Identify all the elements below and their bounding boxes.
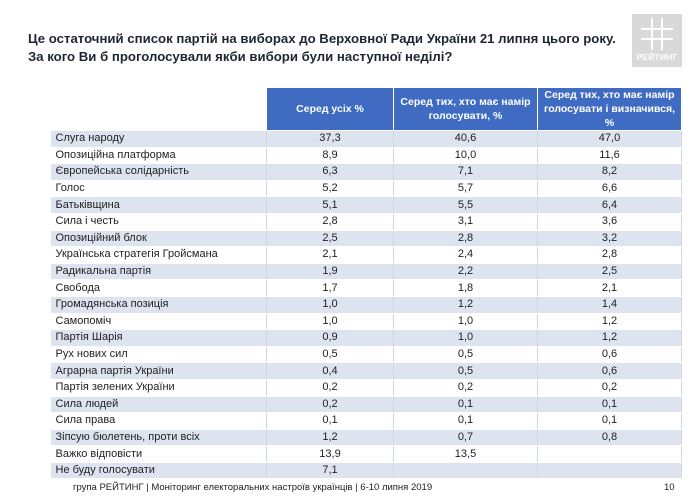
title-line-2: За кого Ви б проголосували якби вибори були наступної неділі? [28, 49, 453, 64]
value-cell: 0,2 [538, 379, 682, 396]
table-row [51, 296, 682, 313]
value-cell: 1,0 [394, 330, 538, 347]
party-name-cell: Слуга народу [51, 131, 267, 148]
party-name-cell: Сила людей [51, 396, 267, 413]
party-name-cell: Свобода [51, 280, 267, 297]
value-cell: 8,2 [538, 164, 682, 181]
value-cell: 2,1 [538, 280, 682, 297]
value-cell: 1,0 [267, 296, 394, 313]
value-cell: 5,2 [267, 180, 394, 197]
value-cell: 2,8 [267, 213, 394, 230]
logo-grid-icon [641, 18, 673, 50]
value-cell: 13,9 [267, 446, 394, 463]
value-cell: 37,3 [267, 131, 394, 148]
table-row [51, 180, 682, 197]
table-row [51, 197, 682, 214]
party-name-cell: Українська стратегія Гройсмана [51, 247, 267, 264]
value-cell: 7,1 [267, 462, 394, 479]
header-blank [51, 88, 267, 131]
value-cell: 1,4 [538, 296, 682, 313]
party-name-cell: Радикальна партія [51, 263, 267, 280]
value-cell: 1,2 [267, 429, 394, 446]
party-name-cell: Європейська солідарність [51, 164, 267, 181]
footer-source: група РЕЙТИНГ | Моніторинг електоральних настроїв українців | 6-10 липня 2019 [73, 482, 433, 493]
table-row [51, 446, 682, 463]
value-cell: 3,1 [394, 213, 538, 230]
value-cell [538, 462, 682, 479]
table-row [51, 313, 682, 330]
value-cell: 1,2 [538, 330, 682, 347]
party-name-cell: Самопоміч [51, 313, 267, 330]
party-name-cell: Громадянська позиція [51, 296, 267, 313]
table-row [51, 346, 682, 363]
value-cell: 7,1 [394, 164, 538, 181]
value-cell: 0,1 [267, 413, 394, 430]
value-cell: 0,1 [394, 396, 538, 413]
slide-title [28, 30, 618, 66]
value-cell [394, 462, 538, 479]
value-cell: 0,1 [538, 396, 682, 413]
party-name-cell: Рух нових сил [51, 346, 267, 363]
value-cell: 0,9 [267, 330, 394, 347]
value-cell: 10,0 [394, 147, 538, 164]
value-cell: 2,4 [394, 247, 538, 264]
table-body [51, 131, 682, 479]
table-row [51, 280, 682, 297]
table-row [51, 462, 682, 479]
party-name-cell: Партія зелених України [51, 379, 267, 396]
value-cell: 47,0 [538, 131, 682, 148]
rating-logo [632, 14, 682, 67]
poll-results-table [50, 87, 682, 479]
value-cell: 3,2 [538, 230, 682, 247]
value-cell: 6,6 [538, 180, 682, 197]
value-cell: 2,8 [538, 247, 682, 264]
page-number: 10 [664, 482, 675, 493]
value-cell: 0,1 [394, 413, 538, 430]
value-cell: 2,1 [267, 247, 394, 264]
value-cell: 1,7 [267, 280, 394, 297]
logo-text: РЕЙТИНГ [636, 52, 678, 62]
table-row [51, 330, 682, 347]
header-all: Серед усіх % [267, 88, 394, 131]
table-row [51, 147, 682, 164]
value-cell: 0,2 [394, 379, 538, 396]
value-cell: 2,5 [538, 263, 682, 280]
value-cell: 0,2 [267, 379, 394, 396]
header-decided: Серед тих, хто має намір голосувати і визначився, % [538, 88, 682, 131]
value-cell: 1,0 [394, 313, 538, 330]
party-name-cell: Батьківщина [51, 197, 267, 214]
value-cell: 0,8 [538, 429, 682, 446]
party-name-cell: Зіпсую бюлетень, проти всіх [51, 429, 267, 446]
value-cell: 0,5 [394, 363, 538, 380]
value-cell: 2,2 [394, 263, 538, 280]
table-row [51, 379, 682, 396]
value-cell: 40,6 [394, 131, 538, 148]
value-cell: 0,4 [267, 363, 394, 380]
party-name-cell: Важко відповісти [51, 446, 267, 463]
table-row [51, 131, 682, 148]
value-cell: 0,7 [394, 429, 538, 446]
value-cell: 0,5 [394, 346, 538, 363]
table-row [51, 263, 682, 280]
value-cell [538, 446, 682, 463]
table-header-row [51, 88, 682, 131]
value-cell: 1,9 [267, 263, 394, 280]
value-cell: 3,6 [538, 213, 682, 230]
value-cell: 2,5 [267, 230, 394, 247]
value-cell: 0,6 [538, 363, 682, 380]
table-row [51, 413, 682, 430]
title-line-1: Це остаточний список партій на виборах до Верховної Ради України 21 липня цього року. [28, 31, 616, 46]
party-name-cell: Опозиційний блок [51, 230, 267, 247]
value-cell: 8,9 [267, 147, 394, 164]
value-cell: 1,8 [394, 280, 538, 297]
value-cell: 1,2 [394, 296, 538, 313]
value-cell: 11,6 [538, 147, 682, 164]
value-cell: 5,5 [394, 197, 538, 214]
party-name-cell: Голос [51, 180, 267, 197]
table-row [51, 213, 682, 230]
value-cell: 0,5 [267, 346, 394, 363]
party-name-cell: Партія Шарія [51, 330, 267, 347]
party-name-cell: Аграрна партія України [51, 363, 267, 380]
value-cell: 0,2 [267, 396, 394, 413]
party-name-cell: Опозиційна платформа [51, 147, 267, 164]
header-intend-to-vote: Серед тих, хто має намір голосувати, % [394, 88, 538, 131]
table-row [51, 429, 682, 446]
table-row [51, 164, 682, 181]
table-row [51, 363, 682, 380]
value-cell: 1,2 [538, 313, 682, 330]
value-cell: 6,4 [538, 197, 682, 214]
value-cell: 2,8 [394, 230, 538, 247]
value-cell: 0,1 [538, 413, 682, 430]
party-name-cell: Сила і честь [51, 213, 267, 230]
value-cell: 5,7 [394, 180, 538, 197]
value-cell: 5,1 [267, 197, 394, 214]
table-row [51, 247, 682, 264]
value-cell: 1,0 [267, 313, 394, 330]
value-cell: 6,3 [267, 164, 394, 181]
table-row [51, 230, 682, 247]
value-cell: 0,6 [538, 346, 682, 363]
party-name-cell: Не буду голосувати [51, 462, 267, 479]
value-cell: 13,5 [394, 446, 538, 463]
table-row [51, 396, 682, 413]
party-name-cell: Сила права [51, 413, 267, 430]
